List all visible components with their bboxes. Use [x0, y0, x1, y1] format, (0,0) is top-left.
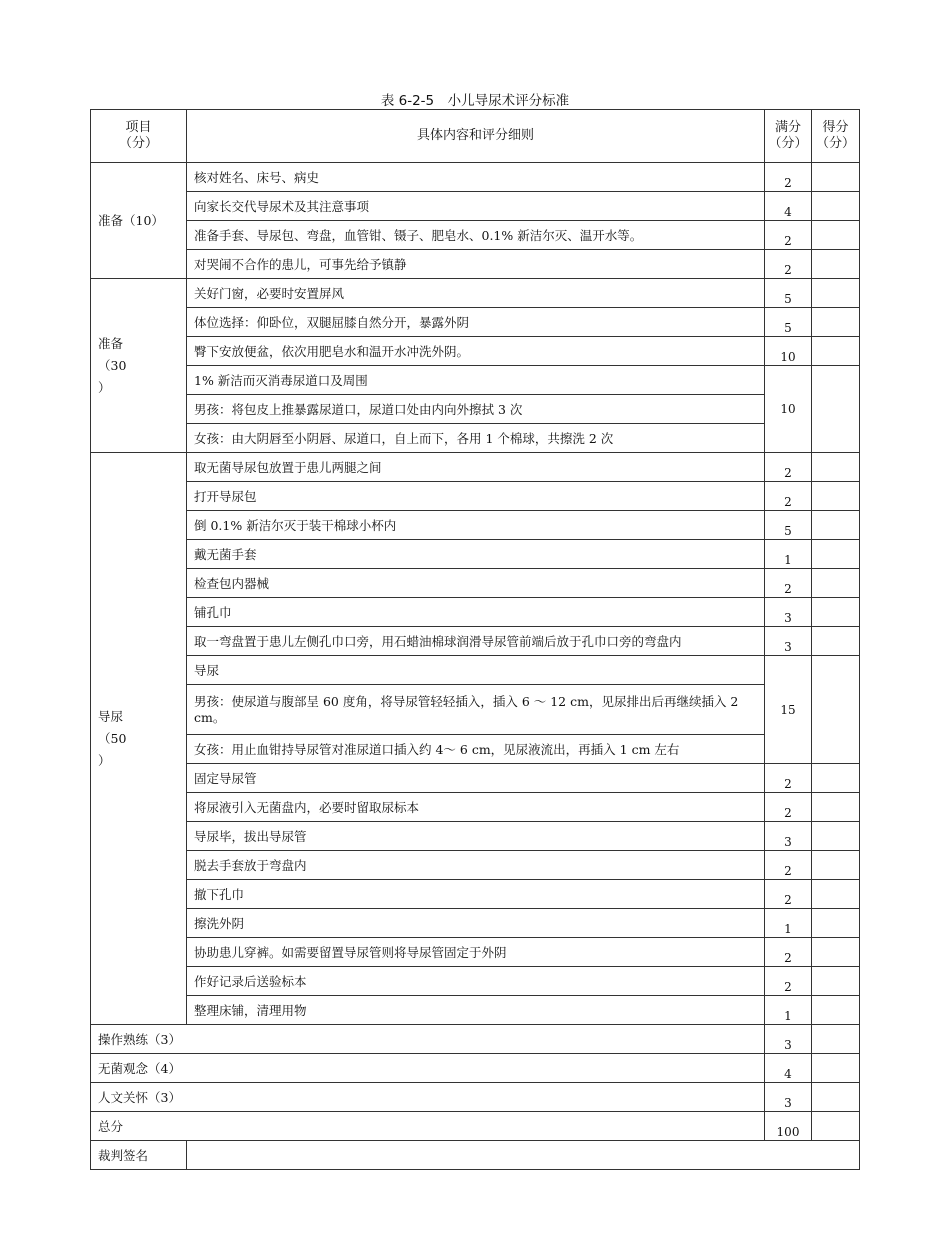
row-content: 臀下安放便盆，依次用肥皂水和温开水冲洗外阴。 [187, 337, 765, 366]
summary-full-score: 3 [765, 1025, 812, 1054]
signature-row [91, 1141, 860, 1170]
table-row [91, 163, 860, 192]
row-score-blank[interactable] [812, 163, 860, 192]
table-row [91, 938, 860, 967]
row-score-blank[interactable] [812, 540, 860, 569]
row-score-blank[interactable] [812, 656, 860, 764]
header-content: 具体内容和评分细则 [187, 110, 765, 163]
row-score-blank[interactable] [812, 221, 860, 250]
header-row [91, 110, 860, 163]
row-score-blank[interactable] [812, 366, 860, 453]
row-full-score: 2 [765, 569, 812, 598]
table-row [91, 851, 860, 880]
table-row [91, 627, 860, 656]
table-row [91, 656, 860, 685]
table-row [91, 598, 860, 627]
row-full-score: 2 [765, 221, 812, 250]
table-row [91, 540, 860, 569]
row-score-blank[interactable] [812, 938, 860, 967]
table-row [91, 511, 860, 540]
total-score-blank[interactable] [812, 1112, 860, 1141]
row-content: 准备手套、导尿包、弯盘，血管钳、镊子、肥皂水、0.1% 新洁尔灭、温开水等。 [187, 221, 765, 250]
row-content: 对哭闹不合作的患儿，可事先给予镇静 [187, 250, 765, 279]
row-content: 铺孔巾 [187, 598, 765, 627]
row-full-score: 2 [765, 793, 812, 822]
table-row [91, 996, 860, 1025]
header-full-score: 满分 （分） [765, 110, 812, 163]
table-row [91, 192, 860, 221]
table-row [91, 424, 860, 453]
row-content: 取一弯盘置于患儿左侧孔巾口旁，用石蜡油棉球润滑导尿管前端后放于孔巾口旁的弯盘内 [187, 627, 765, 656]
row-full-score: 2 [765, 851, 812, 880]
row-content: 将尿液引入无菌盘内，必要时留取尿标本 [187, 793, 765, 822]
summary-score-blank[interactable] [812, 1083, 860, 1112]
row-full-score: 1 [765, 909, 812, 938]
row-full-score: 3 [765, 627, 812, 656]
row-score-blank[interactable] [812, 764, 860, 793]
signature-label: 裁判签名 [91, 1141, 187, 1170]
row-content: 取无菌导尿包放置于患儿两腿之间 [187, 453, 765, 482]
row-score-blank[interactable] [812, 192, 860, 221]
row-score-blank[interactable] [812, 880, 860, 909]
row-score-blank[interactable] [812, 482, 860, 511]
scoring-table [90, 109, 860, 1170]
table-row [91, 967, 860, 996]
summary-label: 操作熟练（3） [91, 1025, 765, 1054]
table-row [91, 880, 860, 909]
row-full-score: 2 [765, 880, 812, 909]
table-row [91, 395, 860, 424]
row-score-blank[interactable] [812, 822, 860, 851]
row-full-score: 4 [765, 192, 812, 221]
row-content: 男孩：使尿道与腹部呈 60 度角，将导尿管轻轻插入，插入 6 ～ 12 cm，见尿排出后再继续插入 2 cm。 [187, 685, 765, 735]
header-got-score: 得分 （分） [812, 110, 860, 163]
summary-row [91, 1025, 860, 1054]
row-content: 检查包内器械 [187, 569, 765, 598]
summary-score-blank[interactable] [812, 1054, 860, 1083]
section-label: 准备 （30 ） [91, 279, 187, 453]
row-content: 打开导尿包 [187, 482, 765, 511]
row-content: 擦洗外阴 [187, 909, 765, 938]
row-score-blank[interactable] [812, 250, 860, 279]
row-full-score: 2 [765, 764, 812, 793]
table-row [91, 909, 860, 938]
total-full-score: 100 [765, 1112, 812, 1141]
row-full-score: 15 [765, 656, 812, 764]
table-row [91, 735, 860, 764]
table-row [91, 685, 860, 735]
table-row [91, 764, 860, 793]
row-score-blank[interactable] [812, 967, 860, 996]
summary-full-score: 4 [765, 1054, 812, 1083]
table-row [91, 482, 860, 511]
row-score-blank[interactable] [812, 511, 860, 540]
row-content: 核对姓名、床号、病史 [187, 163, 765, 192]
row-score-blank[interactable] [812, 453, 860, 482]
table-row [91, 250, 860, 279]
row-score-blank[interactable] [812, 308, 860, 337]
header-item: 项目 （分） [91, 110, 187, 163]
row-content: 女孩：由大阴唇至小阴唇、尿道口，自上而下，各用 1 个棉球，共擦洗 2 次 [187, 424, 765, 453]
row-full-score: 5 [765, 511, 812, 540]
row-content: 作好记录后送验标本 [187, 967, 765, 996]
row-content: 戴无菌手套 [187, 540, 765, 569]
row-content: 整理床铺，清理用物 [187, 996, 765, 1025]
summary-row [91, 1054, 860, 1083]
summary-full-score: 3 [765, 1083, 812, 1112]
table-row [91, 569, 860, 598]
row-full-score: 2 [765, 163, 812, 192]
table-row [91, 337, 860, 366]
row-score-blank[interactable] [812, 337, 860, 366]
row-content: 体位选择：仰卧位，双腿屈膝自然分开，暴露外阴 [187, 308, 765, 337]
row-content: 固定导尿管 [187, 764, 765, 793]
signature-field[interactable] [187, 1141, 860, 1170]
table-row [91, 279, 860, 308]
summary-label: 无菌观念（4） [91, 1054, 765, 1083]
row-full-score: 3 [765, 598, 812, 627]
row-full-score: 1 [765, 996, 812, 1025]
table-row [91, 793, 860, 822]
table-row [91, 308, 860, 337]
row-content: 女孩：用止血钳持导尿管对准尿道口插入约 4～ 6 cm，见尿液流出，再插入 1 cm 左右 [187, 735, 765, 764]
row-score-blank[interactable] [812, 793, 860, 822]
row-score-blank[interactable] [812, 598, 860, 627]
table-caption: 表 6-2-5 小儿导尿术评分标准 [380, 93, 570, 109]
row-content: 男孩：将包皮上推暴露尿道口，尿道口处由内向外擦拭 3 次 [187, 395, 765, 424]
row-content: 1% 新洁而灭消毒尿道口及周围 [187, 366, 765, 395]
row-full-score: 5 [765, 279, 812, 308]
section-label: 导尿 （50 ） [91, 453, 187, 1025]
total-label: 总分 [91, 1112, 765, 1141]
section-label: 准备（10） [91, 163, 187, 279]
summary-score-blank[interactable] [812, 1025, 860, 1054]
row-score-blank[interactable] [812, 851, 860, 880]
row-full-score: 3 [765, 822, 812, 851]
row-score-blank[interactable] [812, 909, 860, 938]
row-full-score: 10 [765, 337, 812, 366]
row-full-score: 5 [765, 308, 812, 337]
row-content: 导尿 [187, 656, 765, 685]
table-row [91, 366, 860, 395]
row-full-score: 2 [765, 453, 812, 482]
row-full-score: 2 [765, 250, 812, 279]
row-score-blank[interactable] [812, 279, 860, 308]
table-row [91, 221, 860, 250]
row-score-blank[interactable] [812, 627, 860, 656]
row-score-blank[interactable] [812, 569, 860, 598]
table-row [91, 453, 860, 482]
table-row [91, 822, 860, 851]
row-content: 向家长交代导尿术及其注意事项 [187, 192, 765, 221]
summary-row [91, 1083, 860, 1112]
row-full-score: 10 [765, 366, 812, 453]
row-full-score: 2 [765, 482, 812, 511]
row-content: 导尿毕，拔出导尿管 [187, 822, 765, 851]
row-content: 协助患儿穿裤。如需要留置导尿管则将导尿管固定于外阴 [187, 938, 765, 967]
summary-label: 人文关怀（3） [91, 1083, 765, 1112]
row-full-score: 1 [765, 540, 812, 569]
row-full-score: 2 [765, 967, 812, 996]
row-content: 撤下孔巾 [187, 880, 765, 909]
row-full-score: 2 [765, 938, 812, 967]
row-content: 倒 0.1% 新洁尔灭于装干棉球小杯内 [187, 511, 765, 540]
row-content: 脱去手套放于弯盘内 [187, 851, 765, 880]
row-content: 关好门窗，必要时安置屏风 [187, 279, 765, 308]
total-row [91, 1112, 860, 1141]
row-score-blank[interactable] [812, 996, 860, 1025]
